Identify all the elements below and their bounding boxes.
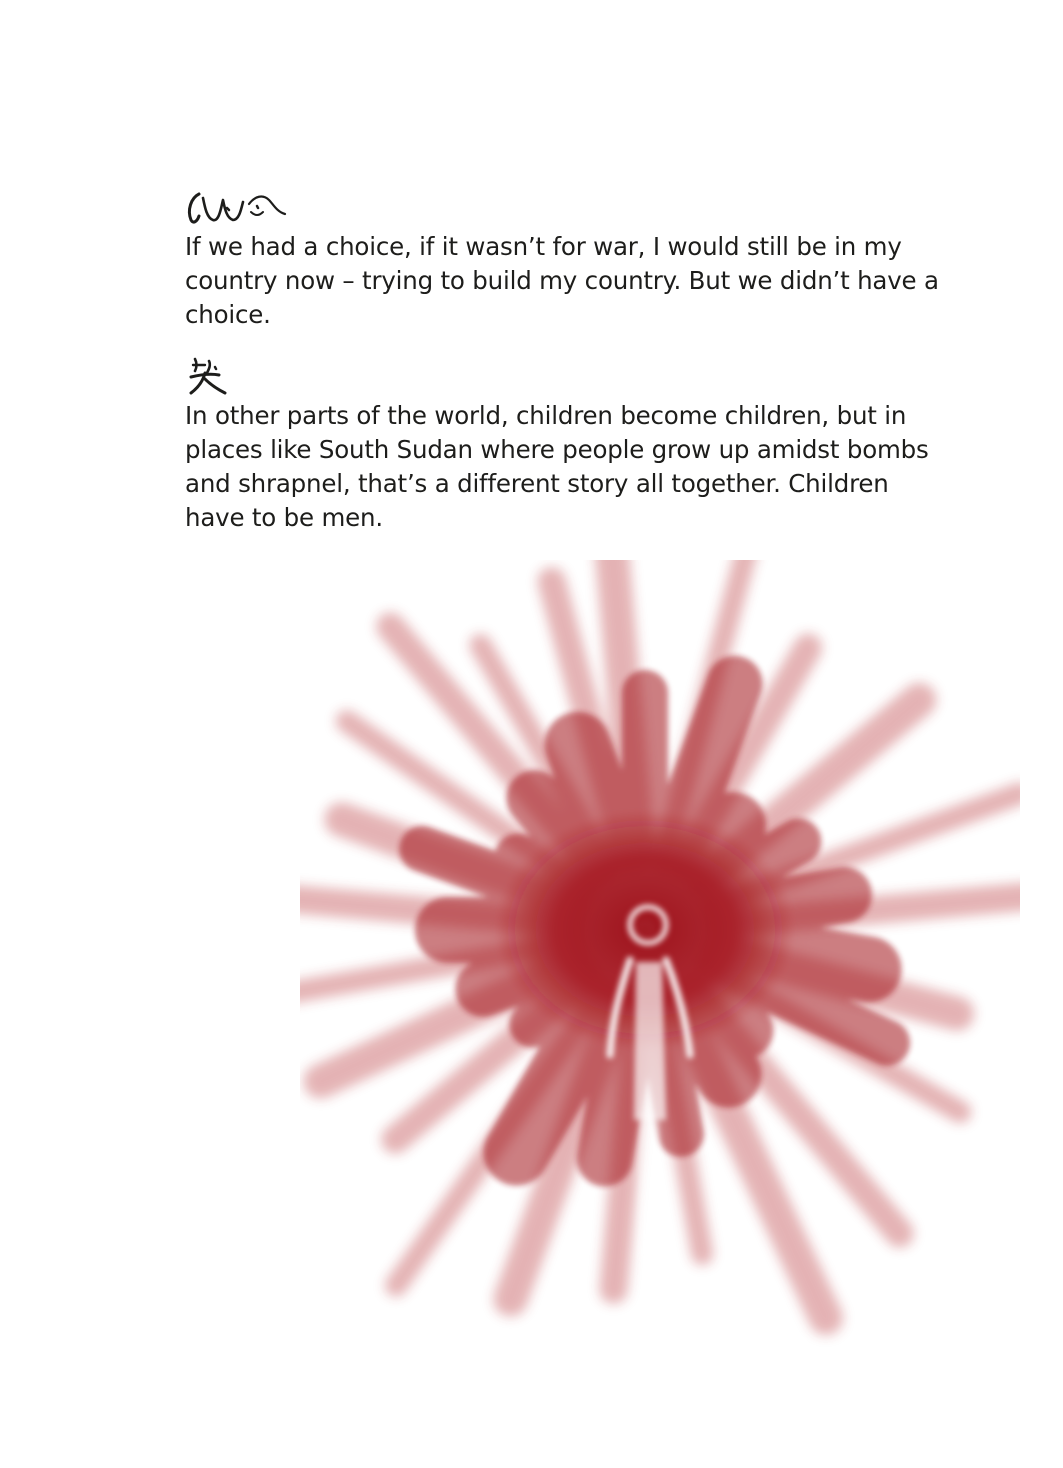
brush-script-glyph-icon — [185, 186, 955, 230]
quote-text-1: If we had a choice, if it wasn’t for war, I would still be in my country now – trying to build my country. But we didn’t have a choice. — [185, 232, 939, 329]
quote-block-2 — [185, 355, 955, 535]
brush-figure-glyph-icon — [185, 355, 955, 399]
quote-text-2: In other parts of the world, children become children, but in places like South Sudan where people grow up amidst bombs and shrapnel, that’s a different story all together. Children have to be men. — [185, 401, 929, 532]
quote-block-1 — [185, 186, 955, 332]
red-explosion-illustration — [300, 560, 1020, 1360]
